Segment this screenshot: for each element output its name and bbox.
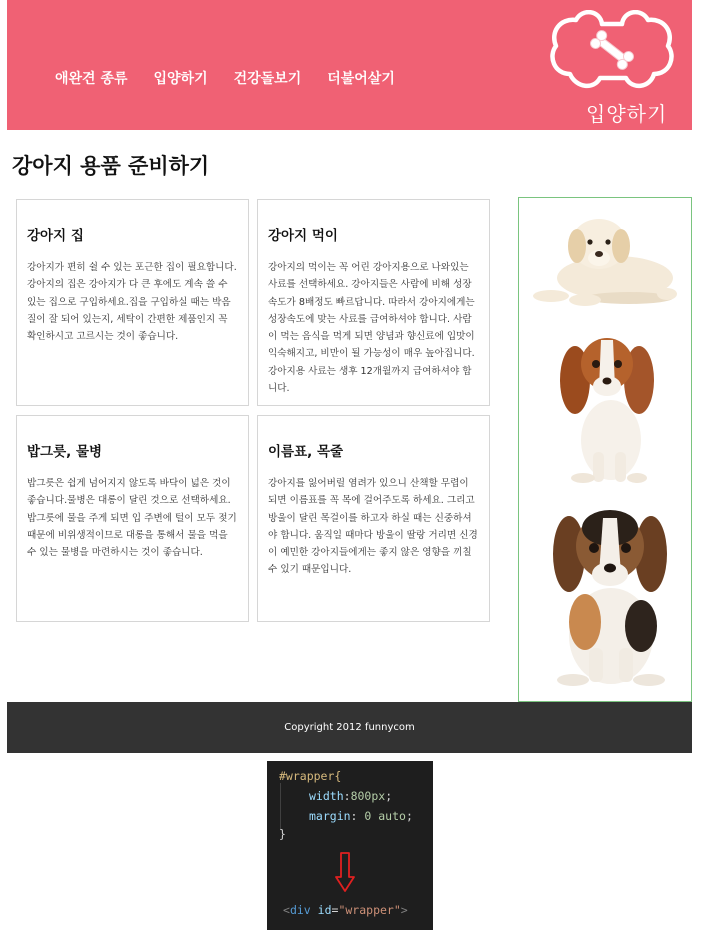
page-title: 강아지 용품 준비하기	[12, 154, 210, 178]
code-prop: margin	[309, 809, 351, 823]
code-semicolon: ;	[405, 809, 413, 823]
code-tag-close: >	[400, 903, 408, 917]
card-body: 강아지가 편히 쉴 수 있는 포근한 집이 필요합니다. 강아지의 집은 강아지가 다 큰 후에도 계속 쓸 수 있는 집으로 구입하세요.집을 구입하실 때는 박음질이 잘 되어 있는지, 세탁이 간편한 제품인지 꼭 확인하시고 고르시는 것이 좋습니다.	[27, 262, 237, 343]
code-value: 0 auto	[364, 809, 406, 823]
code-value: 800px	[350, 789, 386, 803]
code-snippet	[267, 761, 433, 930]
indent-guide	[280, 783, 281, 829]
code-attr: id	[317, 903, 332, 917]
card-body: 밥그릇은 쉽게 넘어지지 않도록 바닥이 넓은 것이 좋습니다.물병은 대롱이 달린 것으로 선택하세요. 밥그릇에 물을 주게 되면 입 주변에 털이 모두 젖기 때문에 비위생적이므로 대롱을 통해서 물을 먹을 수 있는 물병을 마련하시는 것이 좋습니다.	[27, 478, 237, 559]
logo-text: 입양하기	[586, 102, 668, 126]
card-nametag-collar	[257, 415, 490, 622]
cavalier-puppy-image	[553, 328, 663, 486]
card-bowl-bottle	[16, 415, 249, 622]
main-nav	[55, 68, 421, 88]
nav-item-breeds[interactable]: 애완견 종류	[55, 71, 128, 87]
code-equals: =	[331, 903, 339, 917]
code-line-width	[309, 789, 392, 803]
card-body: 강아지의 먹이는 꼭 어린 강아지용으로 나와있는 사료를 선택하세요. 강아지들은 사람에 비해 성장속도가 8배정도 빠르답니다. 따라서 강아지에게는 성장속도에 맞는 사료를 급여하셔야 합니다. 사람이 먹는 음식을 먹게 되면 양념과 향신료에 입맛이 익숙해지고, 비만이 될 가능성이 매우 높아집니다. 강아지용 사료는 생후 12개월까지 급여하셔야 합니다.	[268, 262, 475, 395]
beagle-puppy-image	[539, 498, 679, 688]
code-line-margin	[309, 809, 413, 823]
labrador-puppy-image	[529, 216, 679, 312]
code-colon: :	[343, 789, 351, 803]
card-title: 강아지 먹이	[268, 228, 338, 244]
site-footer	[7, 702, 692, 753]
code-selector: #wrapper{	[279, 769, 342, 783]
nav-item-adopt[interactable]: 입양하기	[153, 71, 208, 87]
site-header	[7, 0, 692, 130]
code-close-brace: }	[279, 827, 286, 841]
code-div-tag	[283, 903, 408, 917]
site-logo[interactable]	[546, 10, 678, 126]
nav-item-living[interactable]: 더불어살기	[327, 71, 395, 87]
card-body: 강아지를 잃어버릴 염려가 있으니 산책할 무렵이 되면 이름표를 꼭 목에 걸어주도록 하세요. 그리고 방울이 달린 목걸이를 하고자 하실 때는 신중하셔야 합니다. 움직일 때마다 방울이 딸랑 거리면 신경이 예민한 강아지들에게는 좋지 않은 영향을 끼칠 수 있기 때문입니다.	[268, 478, 478, 576]
card-dog-house	[16, 199, 249, 406]
card-title: 이름표, 목줄	[268, 444, 344, 460]
bone-logo-icon	[546, 10, 678, 100]
card-title: 밥그릇, 물병	[27, 444, 103, 460]
card-title: 강아지 집	[27, 228, 84, 244]
nav-item-health[interactable]: 건강돌보기	[233, 71, 302, 87]
code-tag-open: <div	[283, 903, 311, 917]
code-semicolon: ;	[385, 789, 393, 803]
puppy-sidebar	[518, 197, 692, 702]
card-dog-food	[257, 199, 490, 406]
code-attr-value: "wrapper"	[338, 903, 401, 917]
copyright-text: Copyright 2012 funnycom	[284, 722, 415, 733]
code-prop: width	[309, 789, 344, 803]
code-colon: :	[350, 809, 365, 823]
arrow-down-icon	[335, 851, 355, 893]
